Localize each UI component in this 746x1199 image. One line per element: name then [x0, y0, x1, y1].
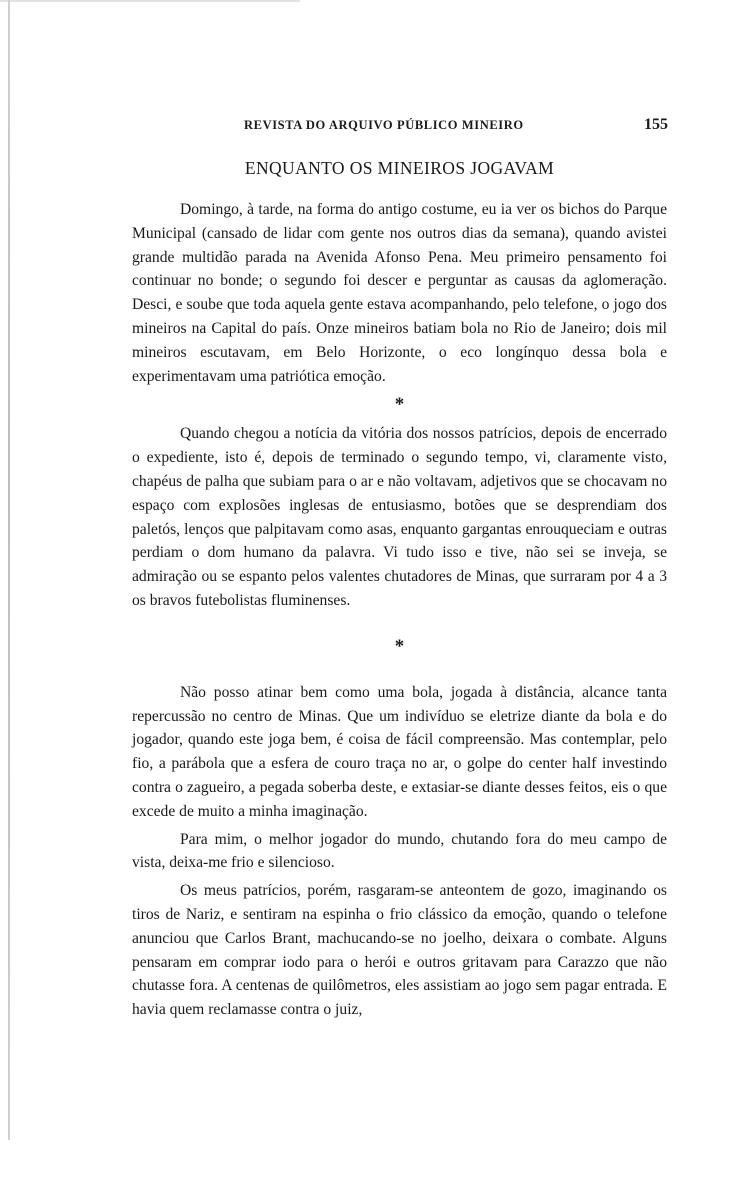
running-title: REVISTA DO ARQUIVO PÚBLICO MINEIRO — [244, 118, 524, 132]
page-header — [244, 116, 668, 136]
scan-edge-shadow — [8, 0, 10, 1140]
article-title: ENQUANTO OS MINEIROS JOGAVAM — [244, 158, 555, 178]
paragraph-2: Quando chegou a notícia da vitória dos nossos patrícios, depois de encerrado o expediente, isto é, depois de terminado o segundo tempo, vi, claramente visto, chapéus de palha que subiam para o ar e não voltavam, adjetivos que se chocavam no espaço com explosões inglesas de entusiasmo, botões que se desprendiam dos paletós, lenços que palpitavam como asas, enquanto gargantas enrouqueciam e outras perdiam o dom humano da palavra. Vi tudo isso e tive, não sei se inveja, se admiração ou se espanto pelos valentes chutadores de Minas, que surraram por 4 a 3 os bravos futebolistas fluminenses. — [132, 425, 667, 609]
paragraph-4: Para mim, o melhor jogador do mundo, chutando fora do meu campo de vista, deixa-me frio e silencioso. — [132, 830, 667, 872]
paragraph-1: Domingo, à tarde, na forma do antigo costume, eu ia ver os bichos do Parque Municipal (cansado de lidar com gente nos outros dias da semana), quando avistei grande multidão parada na Avenida Afonso Pena. Meu primeiro pensamento foi continuar no bonde; o segundo foi descer e perguntar as causas da aglomeração. Desci, e soube que toda aquela gente estava acompanhando, pelo telefone, o jogo dos mineiros na Capital do país. Onze mineiros batiam bola no Rio de Janeiro; dois mil mineiros escutavam, em Belo Horizonte, o eco longínquo dessa bola e experimentavam uma patriótica emoção. — [132, 201, 667, 385]
scan-top-rule — [0, 0, 300, 2]
paragraph-3: Não posso atinar bem como uma bola, jogada à distância, alcance tanta repercussão no centro de Minas. Que um indivíduo se eletrize diante da bola e do jogador, quando este joga bem, é coisa de fácil compreensão. Mas contemplar, pelo fio, a parábola que a esfera de couro traça no ar, o golpe do center half investindo contra o zagueiro, a pegada soberba deste, e extasiar-se diante desses feitos, eis o que excede de muito a minha imaginação. — [132, 683, 667, 820]
section-separator: * — [394, 635, 405, 657]
article-body — [132, 198, 667, 1022]
section-separator: * — [394, 394, 405, 416]
paragraph-5: Os meus patrícios, porém, rasgaram-se anteontem de gozo, imaginando os tiros de Nariz, e sentiram na espinha o frio clássico da emoção, quando o telefone anunciou que Carlos Brant, machucando-se no joelho, deixara o combate. Alguns pensaram em comprar iodo para o herói e outros gritavam para Carazzo que não chutasse fora. A centenas de quilômetros, eles assistiam ao jogo sem pagar entrada. E havia quem reclamasse contra o juiz, — [132, 882, 667, 1019]
page-number: 155 — [644, 116, 668, 133]
